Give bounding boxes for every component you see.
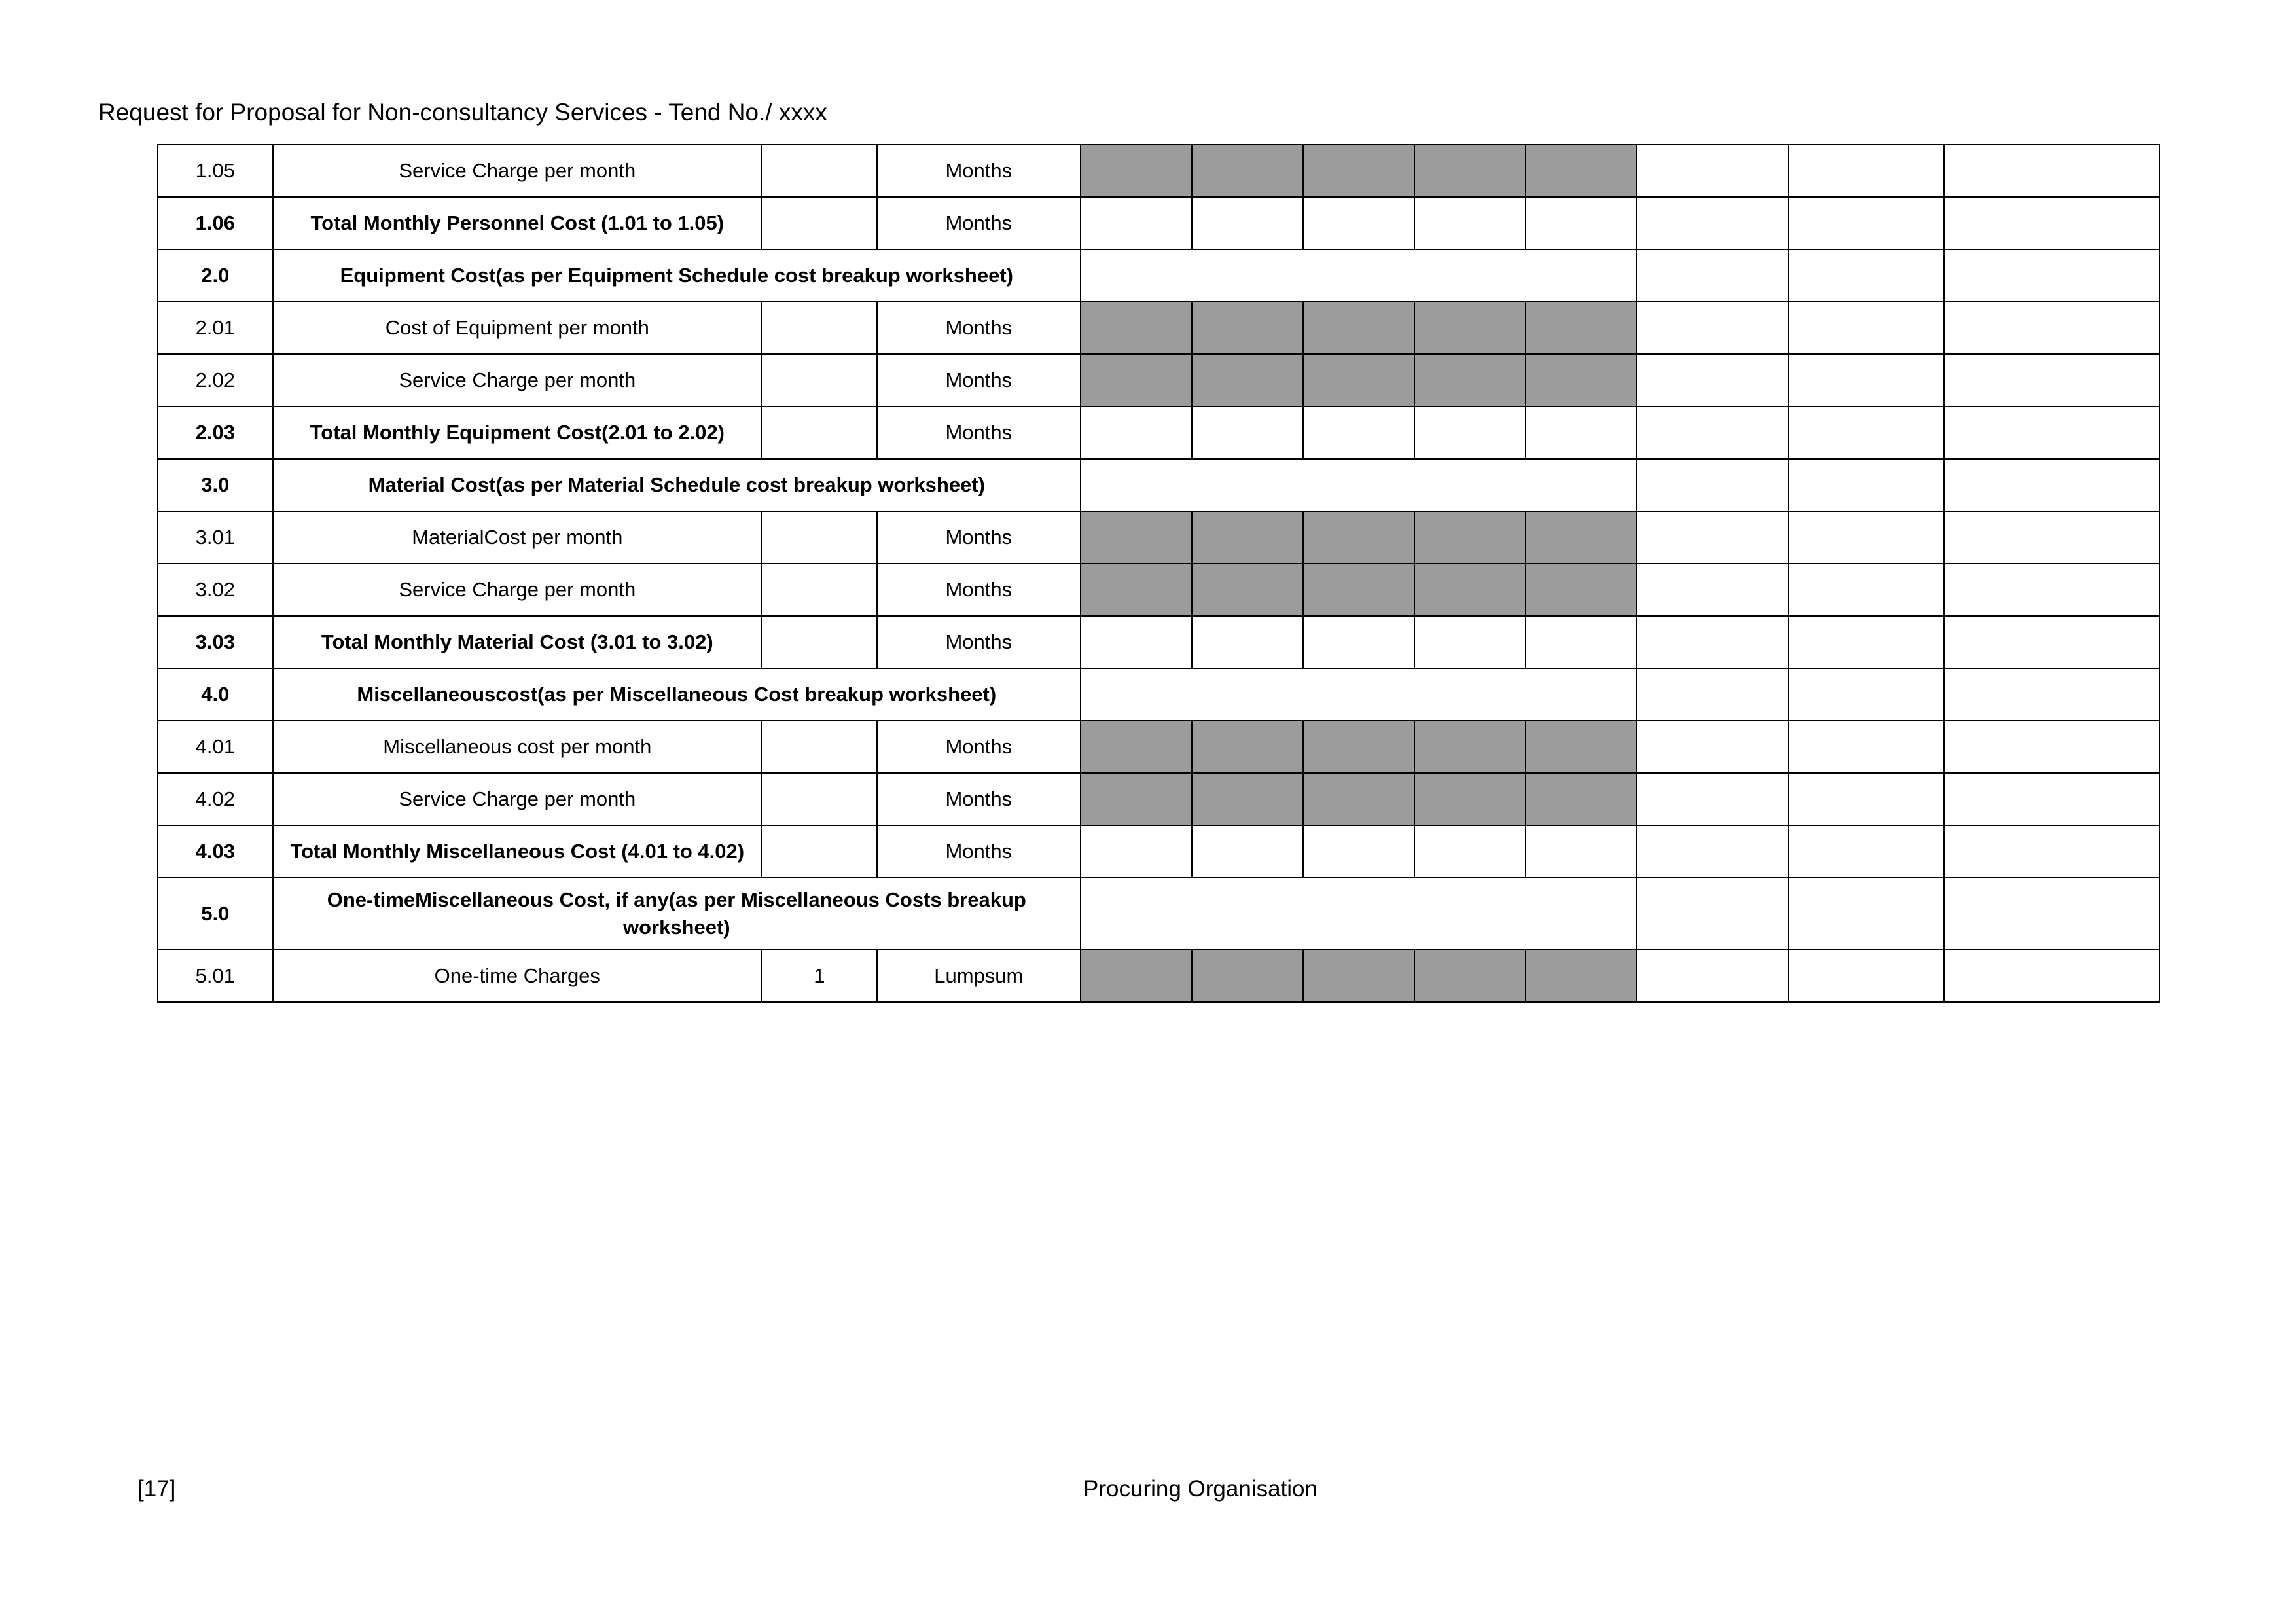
cell-rate-column-1 xyxy=(1081,721,1192,773)
cell-amount-column-1 xyxy=(1636,564,1788,616)
cell-unit: Months xyxy=(877,511,1081,564)
cell-amount-column-3 xyxy=(1944,564,2159,616)
cell-rate-column-1 xyxy=(1081,354,1192,406)
cell-quantity xyxy=(762,773,877,825)
cell-rate-column-5 xyxy=(1526,302,1637,354)
cell-amount-column-3 xyxy=(1944,668,2159,721)
cell-amount-column-3 xyxy=(1944,825,2159,878)
cell-serial-number: 4.03 xyxy=(158,825,273,878)
cell-rate-column-4 xyxy=(1414,773,1526,825)
cell-description: Service Charge per month xyxy=(273,145,762,197)
cell-rate-column-3 xyxy=(1303,773,1414,825)
table-row xyxy=(158,825,2159,878)
cell-quantity xyxy=(762,145,877,197)
cell-rate-column-4 xyxy=(1414,302,1526,354)
cell-amount-column-1 xyxy=(1636,721,1788,773)
cell-rate-column-2 xyxy=(1192,302,1303,354)
cell-rate-column-2 xyxy=(1192,773,1303,825)
cell-amount-column-3 xyxy=(1944,878,2159,950)
cell-rate-column-4 xyxy=(1414,197,1526,249)
cell-rate-column-4 xyxy=(1414,354,1526,406)
cell-unit: Months xyxy=(877,616,1081,668)
cell-rate-column-3 xyxy=(1303,354,1414,406)
cell-description: Total Monthly Personnel Cost (1.01 to 1.05) xyxy=(273,197,762,249)
cell-amount-column-2 xyxy=(1789,773,1945,825)
cell-rate-column-4 xyxy=(1414,511,1526,564)
cell-amount-column-1 xyxy=(1636,197,1788,249)
cell-rate-column-1 xyxy=(1081,406,1192,459)
table-row xyxy=(158,721,2159,773)
cell-description: One-time Charges xyxy=(273,950,762,1002)
table-row xyxy=(158,668,2159,721)
cell-amount-column-1 xyxy=(1636,825,1788,878)
cell-amount-column-3 xyxy=(1944,721,2159,773)
cell-serial-number: 2.03 xyxy=(158,406,273,459)
cell-rate-column-5 xyxy=(1526,511,1637,564)
table-row xyxy=(158,950,2159,1002)
cell-amount-column-2 xyxy=(1789,197,1945,249)
cell-amount-group-blank xyxy=(1081,668,1636,721)
cell-amount-column-2 xyxy=(1789,406,1945,459)
cell-amount-column-1 xyxy=(1636,668,1788,721)
cell-rate-column-4 xyxy=(1414,825,1526,878)
cell-amount-column-2 xyxy=(1789,950,1945,1002)
cell-amount-column-3 xyxy=(1944,773,2159,825)
table-row xyxy=(158,406,2159,459)
cell-amount-column-1 xyxy=(1636,878,1788,950)
cell-amount-group-blank xyxy=(1081,878,1636,950)
cell-rate-column-2 xyxy=(1192,825,1303,878)
cell-rate-column-5 xyxy=(1526,197,1637,249)
cell-description: Service Charge per month xyxy=(273,354,762,406)
cell-amount-column-2 xyxy=(1789,878,1945,950)
table-row xyxy=(158,145,2159,197)
cell-description: Service Charge per month xyxy=(273,773,762,825)
cell-rate-column-2 xyxy=(1192,616,1303,668)
cell-unit: Months xyxy=(877,354,1081,406)
cell-description: Service Charge per month xyxy=(273,564,762,616)
cell-amount-column-3 xyxy=(1944,511,2159,564)
table-row xyxy=(158,773,2159,825)
cell-unit: Months xyxy=(877,825,1081,878)
cell-rate-column-1 xyxy=(1081,302,1192,354)
cell-quantity xyxy=(762,302,877,354)
cell-quantity xyxy=(762,406,877,459)
cell-rate-column-1 xyxy=(1081,145,1192,197)
cell-description: Cost of Equipment per month xyxy=(273,302,762,354)
cell-quantity xyxy=(762,825,877,878)
cell-rate-column-1 xyxy=(1081,564,1192,616)
cell-rate-column-3 xyxy=(1303,721,1414,773)
cost-breakup-table xyxy=(157,144,2160,1003)
cell-unit: Months xyxy=(877,773,1081,825)
cell-serial-number: 1.06 xyxy=(158,197,273,249)
cell-amount-column-2 xyxy=(1789,668,1945,721)
cell-description: Total Monthly Material Cost (3.01 to 3.02) xyxy=(273,616,762,668)
cell-amount-column-2 xyxy=(1789,459,1945,511)
cell-rate-column-4 xyxy=(1414,406,1526,459)
cell-serial-number: 3.0 xyxy=(158,459,273,511)
table-row xyxy=(158,249,2159,302)
cell-amount-group-blank xyxy=(1081,249,1636,302)
cell-quantity xyxy=(762,564,877,616)
cell-unit: Months xyxy=(877,197,1081,249)
cell-quantity xyxy=(762,721,877,773)
cell-rate-column-1 xyxy=(1081,950,1192,1002)
cell-rate-column-2 xyxy=(1192,406,1303,459)
cell-rate-column-4 xyxy=(1414,721,1526,773)
cell-description: Equipment Cost(as per Equipment Schedule cost breakup worksheet) xyxy=(273,249,1081,302)
cell-unit: Months xyxy=(877,302,1081,354)
cell-unit: Months xyxy=(877,406,1081,459)
cell-rate-column-5 xyxy=(1526,354,1637,406)
table-row xyxy=(158,197,2159,249)
page-footer xyxy=(92,1476,2204,1515)
cell-amount-column-2 xyxy=(1789,564,1945,616)
footer-page-number: [17] xyxy=(137,1476,176,1502)
cell-amount-column-2 xyxy=(1789,302,1945,354)
cell-serial-number: 4.0 xyxy=(158,668,273,721)
cell-quantity: 1 xyxy=(762,950,877,1002)
cell-amount-column-2 xyxy=(1789,354,1945,406)
cell-rate-column-2 xyxy=(1192,354,1303,406)
cell-description: MaterialCost per month xyxy=(273,511,762,564)
table-row xyxy=(158,302,2159,354)
cell-serial-number: 4.02 xyxy=(158,773,273,825)
cell-rate-column-3 xyxy=(1303,197,1414,249)
cell-serial-number: 5.01 xyxy=(158,950,273,1002)
cell-serial-number: 2.01 xyxy=(158,302,273,354)
table-row xyxy=(158,459,2159,511)
cell-amount-column-1 xyxy=(1636,773,1788,825)
cell-rate-column-4 xyxy=(1414,145,1526,197)
cell-rate-column-2 xyxy=(1192,145,1303,197)
cell-serial-number: 1.05 xyxy=(158,145,273,197)
cell-serial-number: 3.03 xyxy=(158,616,273,668)
cell-serial-number: 5.0 xyxy=(158,878,273,950)
cell-unit: Months xyxy=(877,145,1081,197)
table-row xyxy=(158,511,2159,564)
cell-amount-column-2 xyxy=(1789,249,1945,302)
cell-description: One-timeMiscellaneous Cost, if any(as per Miscellaneous Costs breakup worksheet) xyxy=(273,878,1081,950)
cell-amount-column-1 xyxy=(1636,459,1788,511)
cell-rate-column-1 xyxy=(1081,197,1192,249)
cell-amount-column-1 xyxy=(1636,616,1788,668)
cell-rate-column-2 xyxy=(1192,197,1303,249)
cell-amount-column-3 xyxy=(1944,406,2159,459)
cell-description: Miscellaneouscost(as per Miscellaneous Cost breakup worksheet) xyxy=(273,668,1081,721)
cell-unit: Months xyxy=(877,721,1081,773)
cell-amount-column-1 xyxy=(1636,950,1788,1002)
cell-serial-number: 2.02 xyxy=(158,354,273,406)
cell-amount-column-3 xyxy=(1944,950,2159,1002)
cell-rate-column-1 xyxy=(1081,825,1192,878)
cell-amount-column-3 xyxy=(1944,197,2159,249)
cell-amount-column-1 xyxy=(1636,511,1788,564)
cell-amount-column-3 xyxy=(1944,354,2159,406)
cell-rate-column-2 xyxy=(1192,721,1303,773)
cell-rate-column-5 xyxy=(1526,406,1637,459)
cost-breakup-table-body xyxy=(158,145,2159,1002)
cell-amount-column-3 xyxy=(1944,616,2159,668)
cell-quantity xyxy=(762,511,877,564)
cell-amount-column-2 xyxy=(1789,825,1945,878)
cell-rate-column-2 xyxy=(1192,564,1303,616)
cell-amount-column-3 xyxy=(1944,302,2159,354)
cell-amount-column-1 xyxy=(1636,354,1788,406)
cell-amount-column-3 xyxy=(1944,145,2159,197)
cell-amount-column-1 xyxy=(1636,145,1788,197)
cell-rate-column-2 xyxy=(1192,511,1303,564)
cell-serial-number: 4.01 xyxy=(158,721,273,773)
footer-organisation: Procuring Organisation xyxy=(1083,1476,1318,1502)
cell-rate-column-3 xyxy=(1303,825,1414,878)
cell-rate-column-1 xyxy=(1081,511,1192,564)
cell-rate-column-3 xyxy=(1303,145,1414,197)
cell-rate-column-3 xyxy=(1303,406,1414,459)
cell-amount-column-3 xyxy=(1944,249,2159,302)
cell-description: Total Monthly Miscellaneous Cost (4.01 to 4.02) xyxy=(273,825,762,878)
cell-amount-column-1 xyxy=(1636,406,1788,459)
cell-rate-column-4 xyxy=(1414,564,1526,616)
cell-amount-column-2 xyxy=(1789,511,1945,564)
cell-amount-column-2 xyxy=(1789,145,1945,197)
document-header-title: Request for Proposal for Non-consultancy Services - Tend No./ xxxx xyxy=(98,99,827,126)
cell-rate-column-5 xyxy=(1526,825,1637,878)
cell-rate-column-5 xyxy=(1526,145,1637,197)
cell-rate-column-3 xyxy=(1303,302,1414,354)
cell-rate-column-3 xyxy=(1303,564,1414,616)
cell-description: Material Cost(as per Material Schedule cost breakup worksheet) xyxy=(273,459,1081,511)
cell-rate-column-3 xyxy=(1303,950,1414,1002)
table-row xyxy=(158,564,2159,616)
cell-amount-column-1 xyxy=(1636,249,1788,302)
cell-unit: Lumpsum xyxy=(877,950,1081,1002)
cell-quantity xyxy=(762,197,877,249)
cell-rate-column-5 xyxy=(1526,616,1637,668)
cell-rate-column-3 xyxy=(1303,511,1414,564)
table-row xyxy=(158,354,2159,406)
cell-serial-number: 3.01 xyxy=(158,511,273,564)
cell-description: Total Monthly Equipment Cost(2.01 to 2.02) xyxy=(273,406,762,459)
cell-quantity xyxy=(762,616,877,668)
cell-rate-column-5 xyxy=(1526,721,1637,773)
cell-rate-column-3 xyxy=(1303,616,1414,668)
cell-rate-column-4 xyxy=(1414,616,1526,668)
cell-description: Miscellaneous cost per month xyxy=(273,721,762,773)
cell-rate-column-4 xyxy=(1414,950,1526,1002)
cell-rate-column-5 xyxy=(1526,773,1637,825)
table-row xyxy=(158,878,2159,950)
cell-rate-column-2 xyxy=(1192,950,1303,1002)
cell-quantity xyxy=(762,354,877,406)
cell-amount-column-1 xyxy=(1636,302,1788,354)
cell-rate-column-5 xyxy=(1526,564,1637,616)
cell-rate-column-1 xyxy=(1081,773,1192,825)
cell-serial-number: 3.02 xyxy=(158,564,273,616)
cell-amount-group-blank xyxy=(1081,459,1636,511)
table-row xyxy=(158,616,2159,668)
cell-unit: Months xyxy=(877,564,1081,616)
cell-amount-column-2 xyxy=(1789,721,1945,773)
cell-rate-column-1 xyxy=(1081,616,1192,668)
cell-serial-number: 2.0 xyxy=(158,249,273,302)
cell-amount-column-3 xyxy=(1944,459,2159,511)
cell-rate-column-5 xyxy=(1526,950,1637,1002)
cell-amount-column-2 xyxy=(1789,616,1945,668)
